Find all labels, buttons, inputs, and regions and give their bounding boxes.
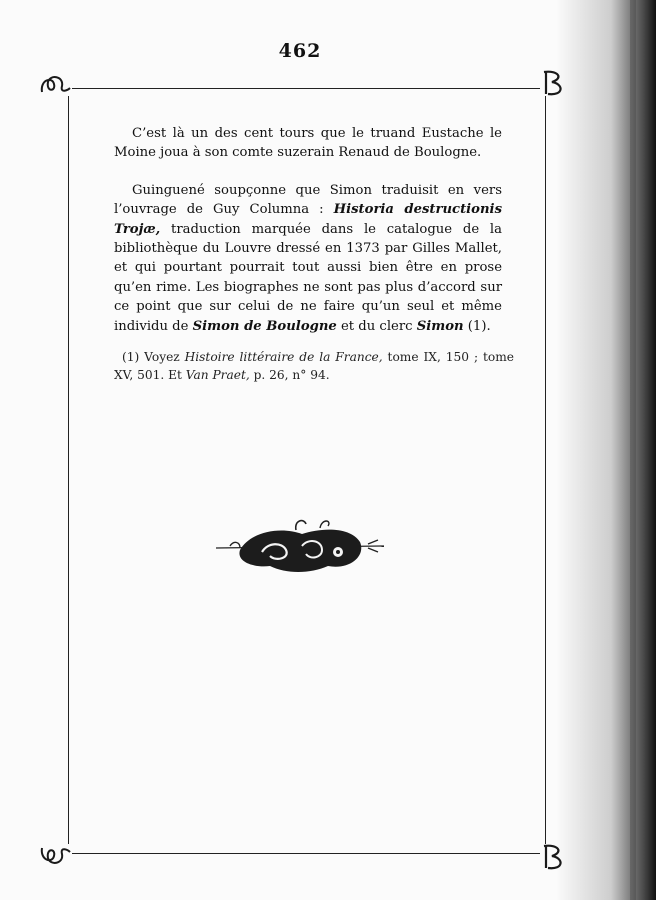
frame-top-line <box>72 88 540 89</box>
footnote-title: Histoire littéraire de la France, <box>184 350 383 364</box>
work-title: Historia destructionis Trojæ, <box>114 202 502 237</box>
page-number: 462 <box>278 40 322 62</box>
paragraph-2-part-d: (1). <box>463 318 491 334</box>
main-text <box>114 124 502 336</box>
footnote <box>114 348 514 384</box>
footnote-title-2: Van Praet, <box>185 368 250 382</box>
corner-flourish-icon <box>38 842 72 870</box>
tailpiece-ornament-icon <box>210 512 390 582</box>
page-edge-shadow <box>556 0 656 900</box>
footnote-part-a: (1) Voyez <box>122 350 185 364</box>
footnote-part-c: p. 26, n° 94. <box>249 368 330 382</box>
paragraph-1: C’est là un des cent tours que le truand Eustache le Moine joua à son comte suzerain Renaud de Boulogne. <box>114 126 502 161</box>
paragraph-2-part-c: et du clerc <box>336 318 417 334</box>
frame-left-line <box>68 96 69 844</box>
frame-right-line <box>545 96 546 844</box>
person-name-simon-de-boulogne: Simon de Boulogne <box>192 318 337 334</box>
corner-flourish-icon <box>538 842 572 872</box>
corner-flourish-icon <box>38 70 72 98</box>
paragraph-2 <box>114 181 502 336</box>
paragraph-2-part-b: traduction marquée dans le catalogue de la bibliothèque du Louvre dressé en 1373 par Gilles Mallet, et qui pourtant pourrait tout aussi bien être en prose qu’en rime. Les biographes ne sont pas plus d’accord sur ce point que sur celui de ne faire qu’un seul et même individu de <box>114 221 502 334</box>
corner-flourish-icon <box>538 68 572 98</box>
footnote-part-b: tome IX, 150 ; tome XV, 501. Et <box>114 350 514 382</box>
paragraph-2-part-a: Guinguené soupçonne que Simon traduisit en vers l’ouvrage de Guy Columna : <box>114 182 502 218</box>
person-name-simon: Simon <box>416 318 464 334</box>
frame-bottom-line <box>72 853 540 854</box>
page-edge-line <box>630 0 636 900</box>
